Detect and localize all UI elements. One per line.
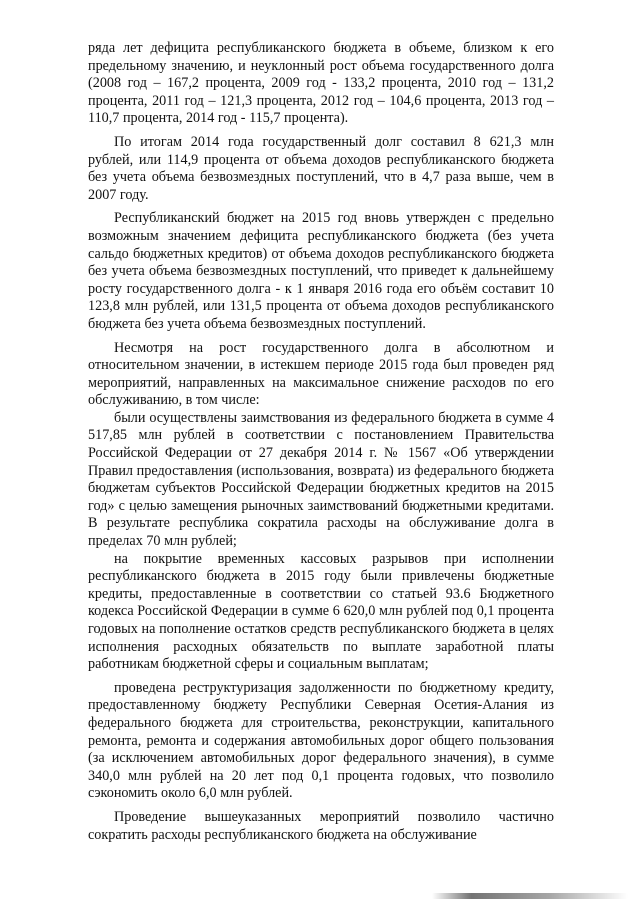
paragraph-conclusion: Проведение вышеуказанных мероприятий позволило частично сократить расходы республиканского бюджета на обслуживание — [88, 808, 554, 843]
paragraph-continuation: ряда лет дефицита республиканского бюджета в объеме, близком к его предельному значению, и неуклонный рост объема государственного долга (2008 год – 167,2 процента, 2009 год - 133,2 процента, 2010 год – 131,2 процента, 2011 год – 121,3 процента, 2012 год – 104,6 процента, 2013 год – 110,7 процента, 2014 год - 115,7 процента). — [88, 40, 554, 127]
document-body — [88, 40, 554, 844]
scan-artifact — [432, 893, 628, 899]
paragraph-federal-borrowing: были осуществлены заимствования из федерального бюджета в сумме 4 517,85 млн рублей в соответствии с постановлением Правительства Российской Федерации от 27 декабря 2014 г. № 1567 «Об утверждении Правил предоставления (использования, возврата) из федерального бюджета бюджетам субъектов Российской Федерации бюджетных кредитов на 2015 год» с целью замещения рыночных заимствований бюджетными кредитами. В результате республика сократила расходы на обслуживание долга в пределах 70 млн рублей; — [88, 409, 554, 550]
paragraph-restructuring: проведена реструктуризация задолженности по бюджетному кредиту, предоставленному бюджету Республики Северная Осетия-Алания из федерального бюджета для строительства, реконструкции, капитального ремонта, ремонта и содержания автомобильных дорог общего пользования (за исключением автомобильных дорог федерального значения), в сумме 340,0 млн рублей на 20 лет под 0,1 процента годовых, что позволило сэкономить около 6,0 млн рублей. — [88, 679, 554, 802]
paragraph-budget-2015: Республиканский бюджет на 2015 год вновь утвержден с предельно возможным значением дефицита республиканского бюджета (без учета сальдо бюджетных кредитов) от объема доходов республиканского бюджета без учета объема безвозмездных поступлений, что приведет к дальнейшему росту государственного долга - к 1 января 2016 года его объём составит 10 123,8 млн рублей, или 131,5 процента от объема доходов республиканского бюджета без учета объема безвозмездных поступлений. — [88, 210, 554, 332]
paragraph-measures-intro: Несмотря на рост государственного долга в абсолютном и относительном значении, в истекшем периоде 2015 года был проведен ряд мероприятий, направленных на максимальное снижение расходов по его обслуживанию, в том числе: — [88, 339, 554, 409]
paragraph-debt-2014: По итогам 2014 года государственный долг составил 8 621,3 млн рублей, или 114,9 процента от объема доходов республиканского бюджета без учета объема безвозмездных поступлений, что в 4,7 раза выше, чем в 2007 году. — [88, 133, 554, 203]
paragraph-budget-credits: на покрытие временных кассовых разрывов при исполнении республиканского бюджета в 2015 году были привлечены бюджетные кредиты, предоставленные в соответствии со статьей 93.6 Бюджетного кодекса Российской Федерации в сумме 6 620,0 млн рублей под 0,1 процента годовых на пополнение остатков средств республиканского бюджета в целях исполнения расходных обязательств по выплате заработной платы работникам бюджетной сферы и социальным выплатам; — [88, 550, 554, 673]
